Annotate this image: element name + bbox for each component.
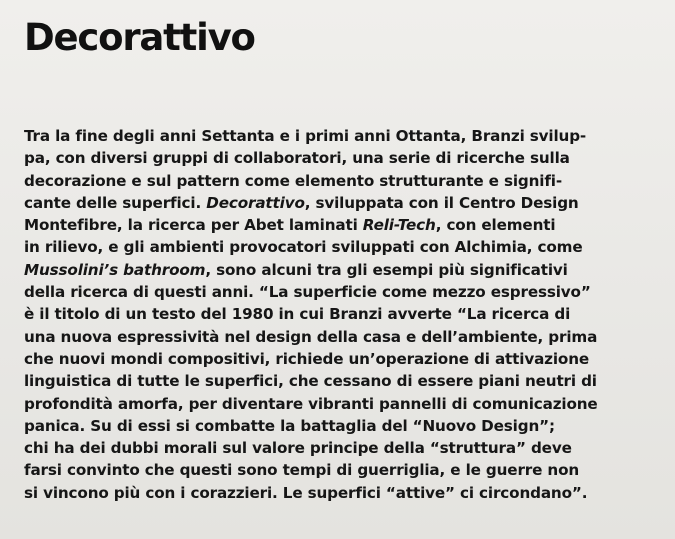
- text-run: pa, con diversi gruppi di collaboratori, una serie di ricerche sulla: [24, 149, 570, 168]
- text-run: si vincono più con i corazzieri. Le superfici “attive” ci circondano”.: [24, 483, 588, 502]
- text-line: [24, 236, 664, 258]
- text-line: [24, 170, 664, 192]
- italic-title-decorattivo: Decorattivo: [206, 193, 305, 212]
- text-line: [24, 303, 664, 325]
- text-line: [24, 147, 664, 169]
- text-line: [24, 214, 664, 236]
- text-line: [24, 482, 664, 504]
- text-run: Tra la fine degli anni Settanta e i primi anni Ottanta, Branzi svilup-: [24, 127, 587, 145]
- text-run: decorazione e sul pattern come elemento strutturante e signifi-: [24, 171, 562, 190]
- text-run: , sviluppata con il Centro Design: [304, 193, 579, 212]
- text-line: [24, 437, 664, 459]
- text-line: [24, 259, 664, 281]
- text-run: farsi convinto che questi sono tempi di guerriglia, e le guerre non: [24, 461, 580, 480]
- text-line: [24, 125, 664, 147]
- text-run: panica. Su di essi si combatte la battaglia del “Nuovo Design”;: [24, 416, 555, 435]
- text-line: [24, 393, 664, 415]
- text-run: chi ha dei dubbi morali sul valore principe della “struttura” deve: [24, 439, 572, 458]
- text-run: è il titolo di un testo del 1980 in cui Branzi avverte “La ricerca di: [24, 305, 571, 324]
- text-run: linguistica di tutte le superfici, che cessano di essere piani neutri di: [24, 372, 597, 391]
- text-line: [24, 281, 664, 303]
- text-run: profondità amorfa, per diventare vibranti pannelli di comunicazione: [24, 394, 598, 413]
- text-run: una nuova espressività nel design della casa e dell’ambiente, prima: [24, 327, 598, 346]
- panel-body-text: [24, 125, 664, 504]
- text-run: della ricerca di questi anni. “La superficie come mezzo espressivo”: [24, 283, 591, 302]
- text-run: , con elementi: [435, 216, 556, 235]
- text-run: Montefibre, la ricerca per Abet laminati: [24, 216, 363, 235]
- panel-title: Decorattivo: [24, 16, 255, 59]
- italic-title-mussolinis-bathroom: Mussolini’s bathroom: [24, 260, 206, 279]
- text-run: in rilievo, e gli ambienti provocatori sviluppati con Alchimia, come: [24, 238, 583, 257]
- text-line: [24, 370, 664, 392]
- text-line: [24, 326, 664, 348]
- italic-title-reli-tech: Reli-Tech: [362, 216, 436, 235]
- text-line: [24, 348, 664, 370]
- text-run: , sono alcuni tra gli esempi più significativi: [205, 260, 568, 279]
- text-run: che nuovi mondi compositivi, richiede un’operazione di attivazione: [24, 349, 590, 368]
- text-run: cante delle superfici.: [24, 193, 207, 212]
- text-line: [24, 192, 664, 214]
- text-line: [24, 459, 664, 481]
- text-line: [24, 415, 664, 437]
